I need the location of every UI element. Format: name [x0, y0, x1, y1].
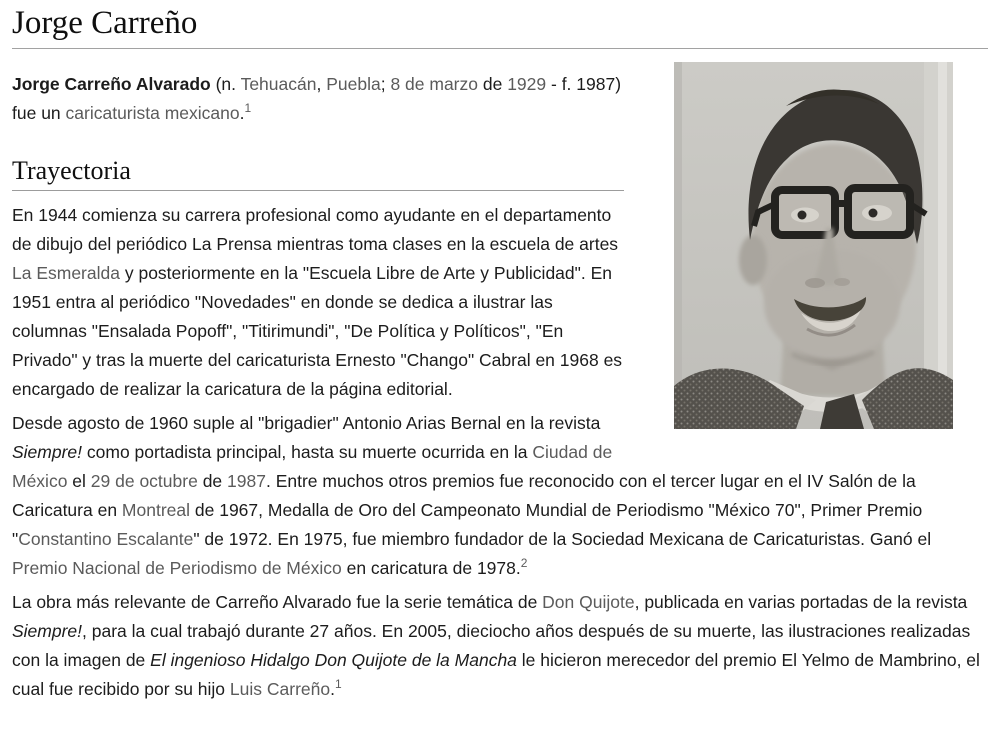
italic-text: Siempre!: [12, 621, 83, 641]
text-run: La obra más relevante de Carreño Alvarado fue la serie temática de: [12, 592, 543, 612]
wiki-link[interactable]: 29 de octubre: [90, 471, 198, 491]
wiki-link[interactable]: La Esmeralda: [12, 263, 120, 283]
italic-text: Siempre!: [12, 442, 83, 462]
text-run: como portadista principal, hasta su muerte ocurrida en la: [82, 442, 533, 462]
wiki-link[interactable]: Constantino Escalante: [18, 529, 194, 549]
wiki-link[interactable]: Luis Carreño: [229, 679, 331, 699]
reference-marker: [521, 556, 528, 570]
page-title: Jorge Carreño: [12, 0, 988, 49]
wiki-link[interactable]: Tehuacán: [240, 74, 317, 94]
wiki-link[interactable]: Premio Nacional de Periodismo de México: [12, 558, 342, 578]
text-run: de: [197, 471, 228, 491]
portrait-image: [674, 62, 953, 429]
text-run: , para la cual trabajó durante 27 años. En 2005, dieciocho años después de su muerte, las ilustraciones realizadas con la imagen de: [12, 621, 971, 670]
italic-text: El ingenioso Hidalgo Don Quijote de la Mancha: [150, 650, 517, 670]
wiki-link[interactable]: caricaturista mexicano: [65, 103, 240, 123]
text-run: (n.: [210, 74, 241, 94]
reference-marker: [335, 677, 342, 691]
text-run: el: [67, 471, 91, 491]
text-run: . Entre muchos otros premios fue reconocido con el tercer lugar en el IV Salón de la Caricatura en: [12, 471, 916, 520]
text-run: en caricatura de 1978.: [341, 558, 521, 578]
text-run: " de 1972. En 1975, fue miembro fundador de la Sociedad Mexicana de Caricaturistas. Ganó el: [193, 529, 932, 549]
text-run: En 1944 comienza su carrera profesional como ayudante en el departamento de dibujo del periódico La Prensa mientras toma clases en la escuela de artes: [12, 205, 619, 254]
text-run: .: [239, 103, 245, 123]
text-run: le hicieron merecedor del premio El Yelmo de Mambrino, el cual fue recibido por su hijo: [12, 650, 980, 699]
bold-text: Jorge Carreño Alvarado: [12, 74, 211, 94]
text-run: y posteriormente en la "Escuela Libre de Arte y Publicidad". En 1951 entra al periódico "Novedades" en donde se dedica a ilustrar las columnas "Ensalada Popoff", "Titirimundi", "De Política y Políticos", "En Privado" y tras la muerte del caricaturista Ernesto "Chango" Cabral en 1968 es encargado de realizar la caricatura de la página editorial.: [12, 263, 623, 399]
text-run: .: [330, 679, 335, 699]
wiki-link[interactable]: Ciudad de México: [12, 442, 613, 491]
text-run: , publicada en varias portadas de la revista: [634, 592, 968, 612]
wiki-link[interactable]: 1929: [507, 74, 547, 94]
reference-link[interactable]: 1: [334, 677, 342, 692]
text-run: de 1967, Medalla de Oro del Campeonato Mundial de Periodismo "México 70", Primer Premio ": [12, 500, 923, 549]
text-run: ,: [316, 74, 327, 94]
wiki-link[interactable]: Puebla: [326, 74, 381, 94]
portrait-photo[interactable]: [674, 62, 953, 429]
reference-link[interactable]: 1: [244, 101, 252, 116]
text-run: de: [478, 74, 508, 94]
wiki-link[interactable]: Don Quijote: [542, 592, 635, 612]
wiki-link[interactable]: 8 de marzo: [390, 74, 478, 94]
text-run: ;: [380, 74, 391, 94]
career-paragraph-3: [12, 588, 988, 704]
reference-link[interactable]: 2: [520, 556, 528, 571]
wiki-link[interactable]: Montreal: [121, 500, 191, 520]
career-paragraph-2: [12, 409, 988, 583]
text-run: - f. 1987) fue un: [12, 74, 622, 123]
reference-marker: [245, 101, 252, 115]
text-run: Desde agosto de 1960 suple al "brigadier" Antonio Arias Bernal en la revista: [12, 413, 601, 433]
wiki-link[interactable]: 1987: [227, 471, 266, 491]
section-heading-trayectoria: Trayectoria: [12, 155, 624, 191]
